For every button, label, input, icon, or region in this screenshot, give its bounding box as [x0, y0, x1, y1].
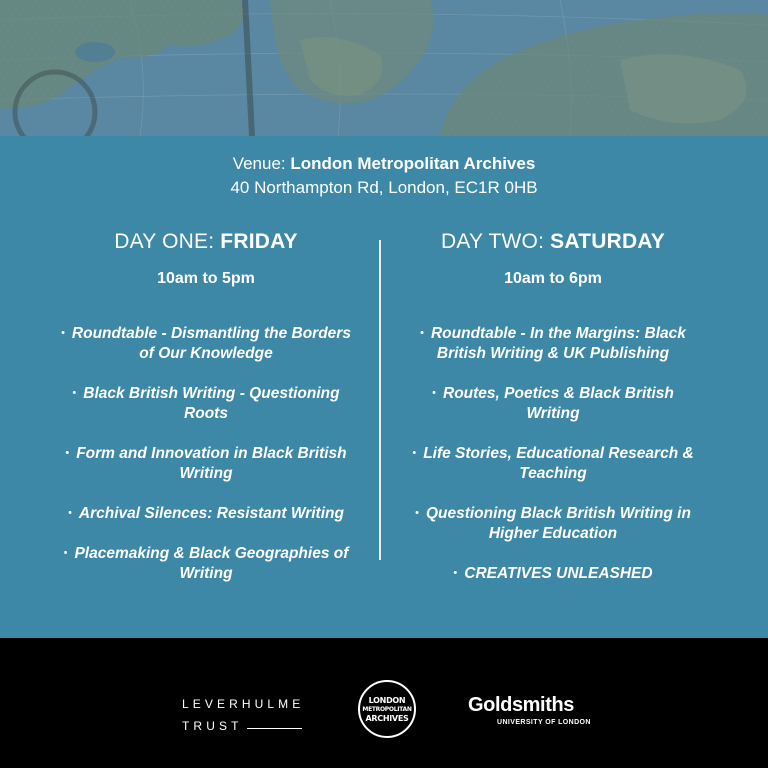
session-title: Life Stories, Educational Research & Teaching	[423, 445, 694, 482]
session-title: CREATIVES UNLEASHED	[464, 565, 653, 582]
venue-prefix: Venue:	[232, 154, 291, 173]
venue-address: 40 Northampton Rd, London, EC1R 0HB	[230, 178, 538, 197]
lma-logo-line3: ARCHIVES	[365, 713, 409, 723]
lma-logo-line1: LONDON	[368, 695, 406, 705]
day-two-column	[383, 230, 723, 603]
header-map-image	[0, 0, 768, 136]
day-two-session-list	[383, 323, 723, 584]
day-one-column	[36, 230, 376, 603]
london-metropolitan-archives-logo	[358, 680, 416, 738]
day-one-session-list	[36, 323, 376, 584]
leverhulme-logo-line1: LEVERHULME	[182, 697, 305, 711]
session-title: Archival Silences: Resistant Writing	[78, 505, 344, 522]
column-divider	[379, 240, 381, 560]
leverhulme-logo-line2: TRUST	[182, 719, 243, 733]
leverhulme-logo-line2-row	[182, 719, 302, 733]
bullet-icon: •	[65, 447, 70, 459]
bullet-icon: •	[453, 567, 458, 579]
session-item	[408, 563, 698, 584]
bullet-icon: •	[420, 327, 424, 339]
day-one-label: DAY ONE:	[114, 230, 221, 253]
bullet-icon: •	[63, 547, 68, 559]
bullet-icon: •	[72, 387, 77, 399]
bullet-icon: •	[415, 507, 419, 519]
session-title: Routes, Poetics & Black British Writing	[443, 385, 674, 422]
world-map-image	[0, 0, 768, 136]
session-item	[408, 323, 698, 364]
day-one-title	[36, 230, 376, 258]
bullet-icon: •	[412, 447, 417, 459]
venue-line	[0, 154, 768, 174]
bullet-icon: •	[432, 387, 436, 399]
day-two-name: SATURDAY	[550, 230, 665, 253]
bullet-icon: •	[61, 327, 65, 339]
session-item	[61, 503, 351, 524]
session-title: Form and Innovation in Black British Writing	[76, 445, 347, 482]
session-item	[61, 543, 351, 584]
day-one-name: FRIDAY	[220, 230, 298, 253]
leverhulme-logo-rule	[247, 728, 303, 729]
info-panel	[0, 136, 768, 638]
day-one-time: 10am to 5pm	[157, 270, 255, 287]
bullet-icon: •	[68, 507, 72, 519]
goldsmiths-logo	[468, 694, 598, 726]
leverhulme-trust-logo	[182, 697, 305, 733]
day-two-label: DAY TWO:	[441, 230, 551, 253]
footer	[0, 638, 768, 768]
lma-logo-line2: METROPOLITAN	[362, 705, 412, 713]
session-title: Roundtable - In the Margins: Black British Writing & UK Publishing	[430, 325, 686, 362]
session-item	[408, 443, 698, 484]
session-item	[61, 383, 351, 424]
goldsmiths-logo-name: Goldsmiths	[468, 694, 575, 716]
session-title: Questioning Black British Writing in Higher Education	[425, 505, 691, 542]
session-item	[61, 323, 351, 364]
day-two-time: 10am to 6pm	[504, 270, 602, 287]
venue-name: London Metropolitan Archives	[290, 154, 536, 173]
session-title: Roundtable - Dismantling the Borders of Our Knowledge	[71, 325, 351, 362]
session-item	[408, 503, 698, 544]
session-title: Black British Writing - Questioning Roots	[83, 385, 340, 422]
goldsmiths-logo-subtitle: UNIVERSITY OF LONDON	[497, 719, 591, 726]
day-two-title	[383, 230, 723, 258]
session-item	[61, 443, 351, 484]
session-title: Placemaking & Black Geographies of Writing	[74, 545, 349, 582]
session-item	[408, 383, 698, 424]
